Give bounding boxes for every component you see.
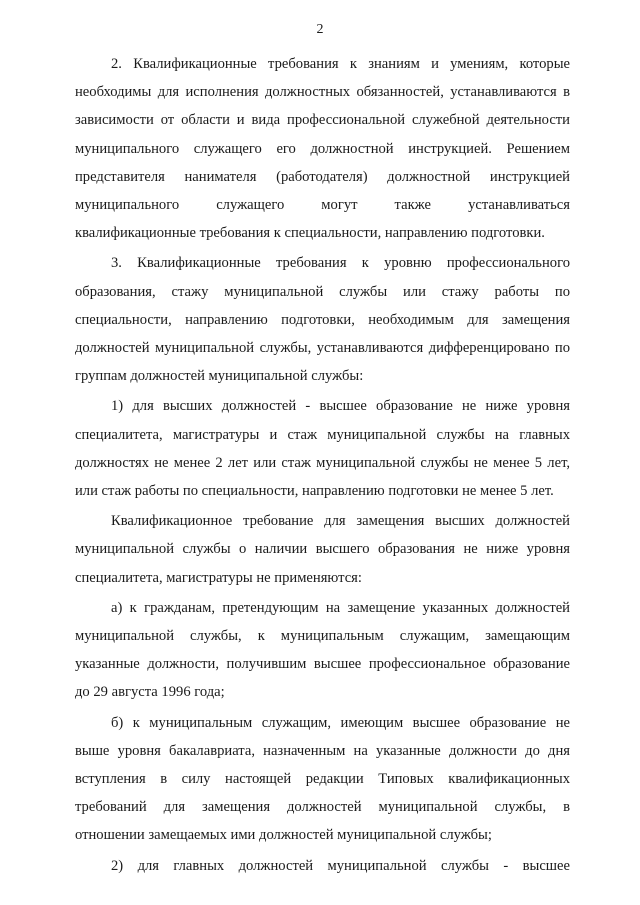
paragraph-p-2 — [75, 50, 570, 247]
paragraph-p-3-1 — [75, 392, 570, 505]
text-line: образования, стажу муниципальной службы или стажу работы по — [75, 283, 570, 300]
text-line: отношении замещаемых ими должностей муниципальной службы; — [75, 827, 492, 844]
text-line: а) к гражданам, претендующим на замещение указанных должностей — [111, 599, 570, 616]
document-body — [75, 50, 570, 880]
text-line: вступления в силу настоящей редакции Типовых квалификационных — [75, 771, 570, 788]
paragraph-p-a — [75, 594, 570, 707]
text-line: или стаж работы по специальности, направлению подготовки не менее 5 лет. — [75, 483, 554, 500]
text-line: муниципальной службы, к муниципальным служащим, замещающим — [75, 628, 570, 645]
text-line: должностях не менее 2 лет или стаж муниципальной службы не менее 5 лет, — [75, 454, 570, 471]
text-line: должностей муниципальной службы, устанавливаются дифференцировано по — [75, 340, 570, 357]
paragraph-p-exemption — [75, 507, 570, 592]
paragraph-p-3 — [75, 249, 570, 390]
text-line: необходимы для исполнения должностных обязанностей, устанавливаются в — [75, 84, 570, 101]
text-line: до 29 августа 1996 года; — [75, 684, 225, 701]
text-line: указанные должности, получившим высшее профессиональное образование — [75, 656, 570, 673]
text-line: представителя нанимателя (работодателя) должностной инструкцией — [75, 168, 570, 185]
page-number: 2 — [316, 22, 324, 37]
text-line: 2) для главных должностей муниципальной службы - высшее — [111, 857, 570, 874]
text-line: муниципального служащего могут также устанавливаться — [75, 197, 570, 214]
text-line: 1) для высших должностей - высшее образование не ниже уровня — [111, 398, 570, 415]
text-line: зависимости от области и вида профессиональной служебной деятельности — [75, 112, 570, 129]
text-line: группам должностей муниципальной службы: — [75, 368, 364, 385]
text-line: муниципальной службы о наличии высшего образования не ниже уровня — [75, 541, 570, 558]
text-line: специалитета, магистратуры не применяются: — [75, 569, 362, 586]
text-line: специальности, направлению подготовки, необходимым для замещения — [75, 311, 570, 328]
text-line: Квалификационное требование для замещения высших должностей — [111, 513, 570, 530]
text-line: муниципального служащего его должностной инструкцией. Решением — [75, 140, 570, 157]
text-line: специалитета, магистратуры и стаж муниципальной службы на главных — [75, 426, 570, 443]
text-line: требований для замещения должностей муниципальной службы, в — [75, 799, 570, 816]
paragraph-p-3-2 — [75, 852, 570, 880]
text-line: выше уровня бакалавриата, назначенным на указанные должности до дня — [75, 742, 570, 759]
text-line: 3. Квалификационные требования к уровню профессионального — [111, 255, 570, 272]
text-line: квалификационные требования к специальности, направлению подготовки. — [75, 225, 545, 242]
text-line: 2. Квалификационные требования к знаниям и умениям, которые — [111, 56, 570, 72]
paragraph-p-b — [75, 709, 570, 850]
text-line: б) к муниципальным служащим, имеющим высшее образование не — [111, 714, 570, 731]
